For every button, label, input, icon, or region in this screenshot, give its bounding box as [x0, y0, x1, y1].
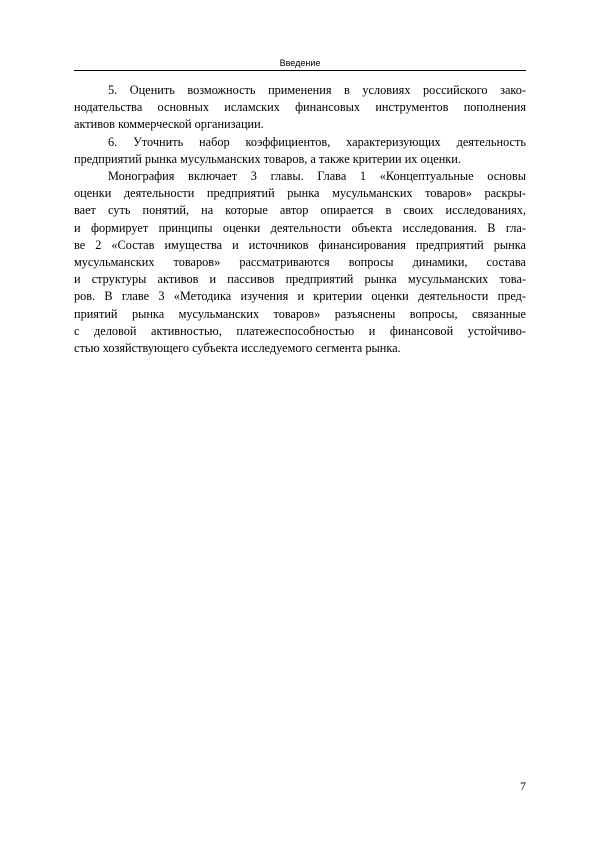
paragraph-5 — [74, 82, 526, 134]
text-line: ве 2 «Состав имущества и источников финансирования предприятий рынка — [74, 237, 526, 252]
text-line: Монография включает 3 главы. Глава 1 «Концептуальные основы — [108, 169, 526, 184]
running-header: Введение — [279, 58, 321, 68]
text-line: нодательства основных исламских финансовых инструментов пополнения — [74, 100, 526, 115]
paragraph-6 — [74, 134, 526, 168]
text-line: предприятий рынка мусульманских товаров, а также критерии их оценки. — [74, 151, 461, 166]
text-line: приятий рынка мусульманских товаров» разъяснены вопросы, связанные — [74, 306, 526, 321]
text-line: вает суть понятий, на которые автор опирается в своих исследованиях, — [74, 203, 526, 218]
text-line: 6. Уточнить набор коэффициентов, характеризующих деятельность — [108, 134, 526, 149]
text-line: 5. Оценить возможность применения в условиях российского зако- — [108, 83, 526, 97]
body-text — [74, 82, 526, 357]
text-line: активов коммерческой организации. — [74, 117, 264, 132]
text-line: и структуры активов и пассивов предприятий рынка мусульманских това- — [74, 272, 526, 287]
header-divider — [74, 70, 526, 71]
text-line: стью хозяйствующего субъекта исследуемого сегмента рынка. — [74, 341, 401, 356]
paragraph-monograph — [74, 168, 526, 357]
page-number: 7 — [520, 779, 526, 793]
text-line: с деловой активностью, платежеспособностью и финансовой устойчиво- — [74, 323, 526, 338]
text-line: и формирует принципы оценки деятельности объекта исследования. В гла- — [74, 220, 526, 235]
text-line: мусульманских товаров» рассматриваются вопросы динамики, состава — [74, 255, 526, 270]
text-line: оценки деятельности предприятий рынка мусульманских товаров» раскры- — [74, 186, 526, 201]
text-line: ров. В главе 3 «Методика изучения и критерии оценки деятельности пред- — [74, 289, 526, 304]
